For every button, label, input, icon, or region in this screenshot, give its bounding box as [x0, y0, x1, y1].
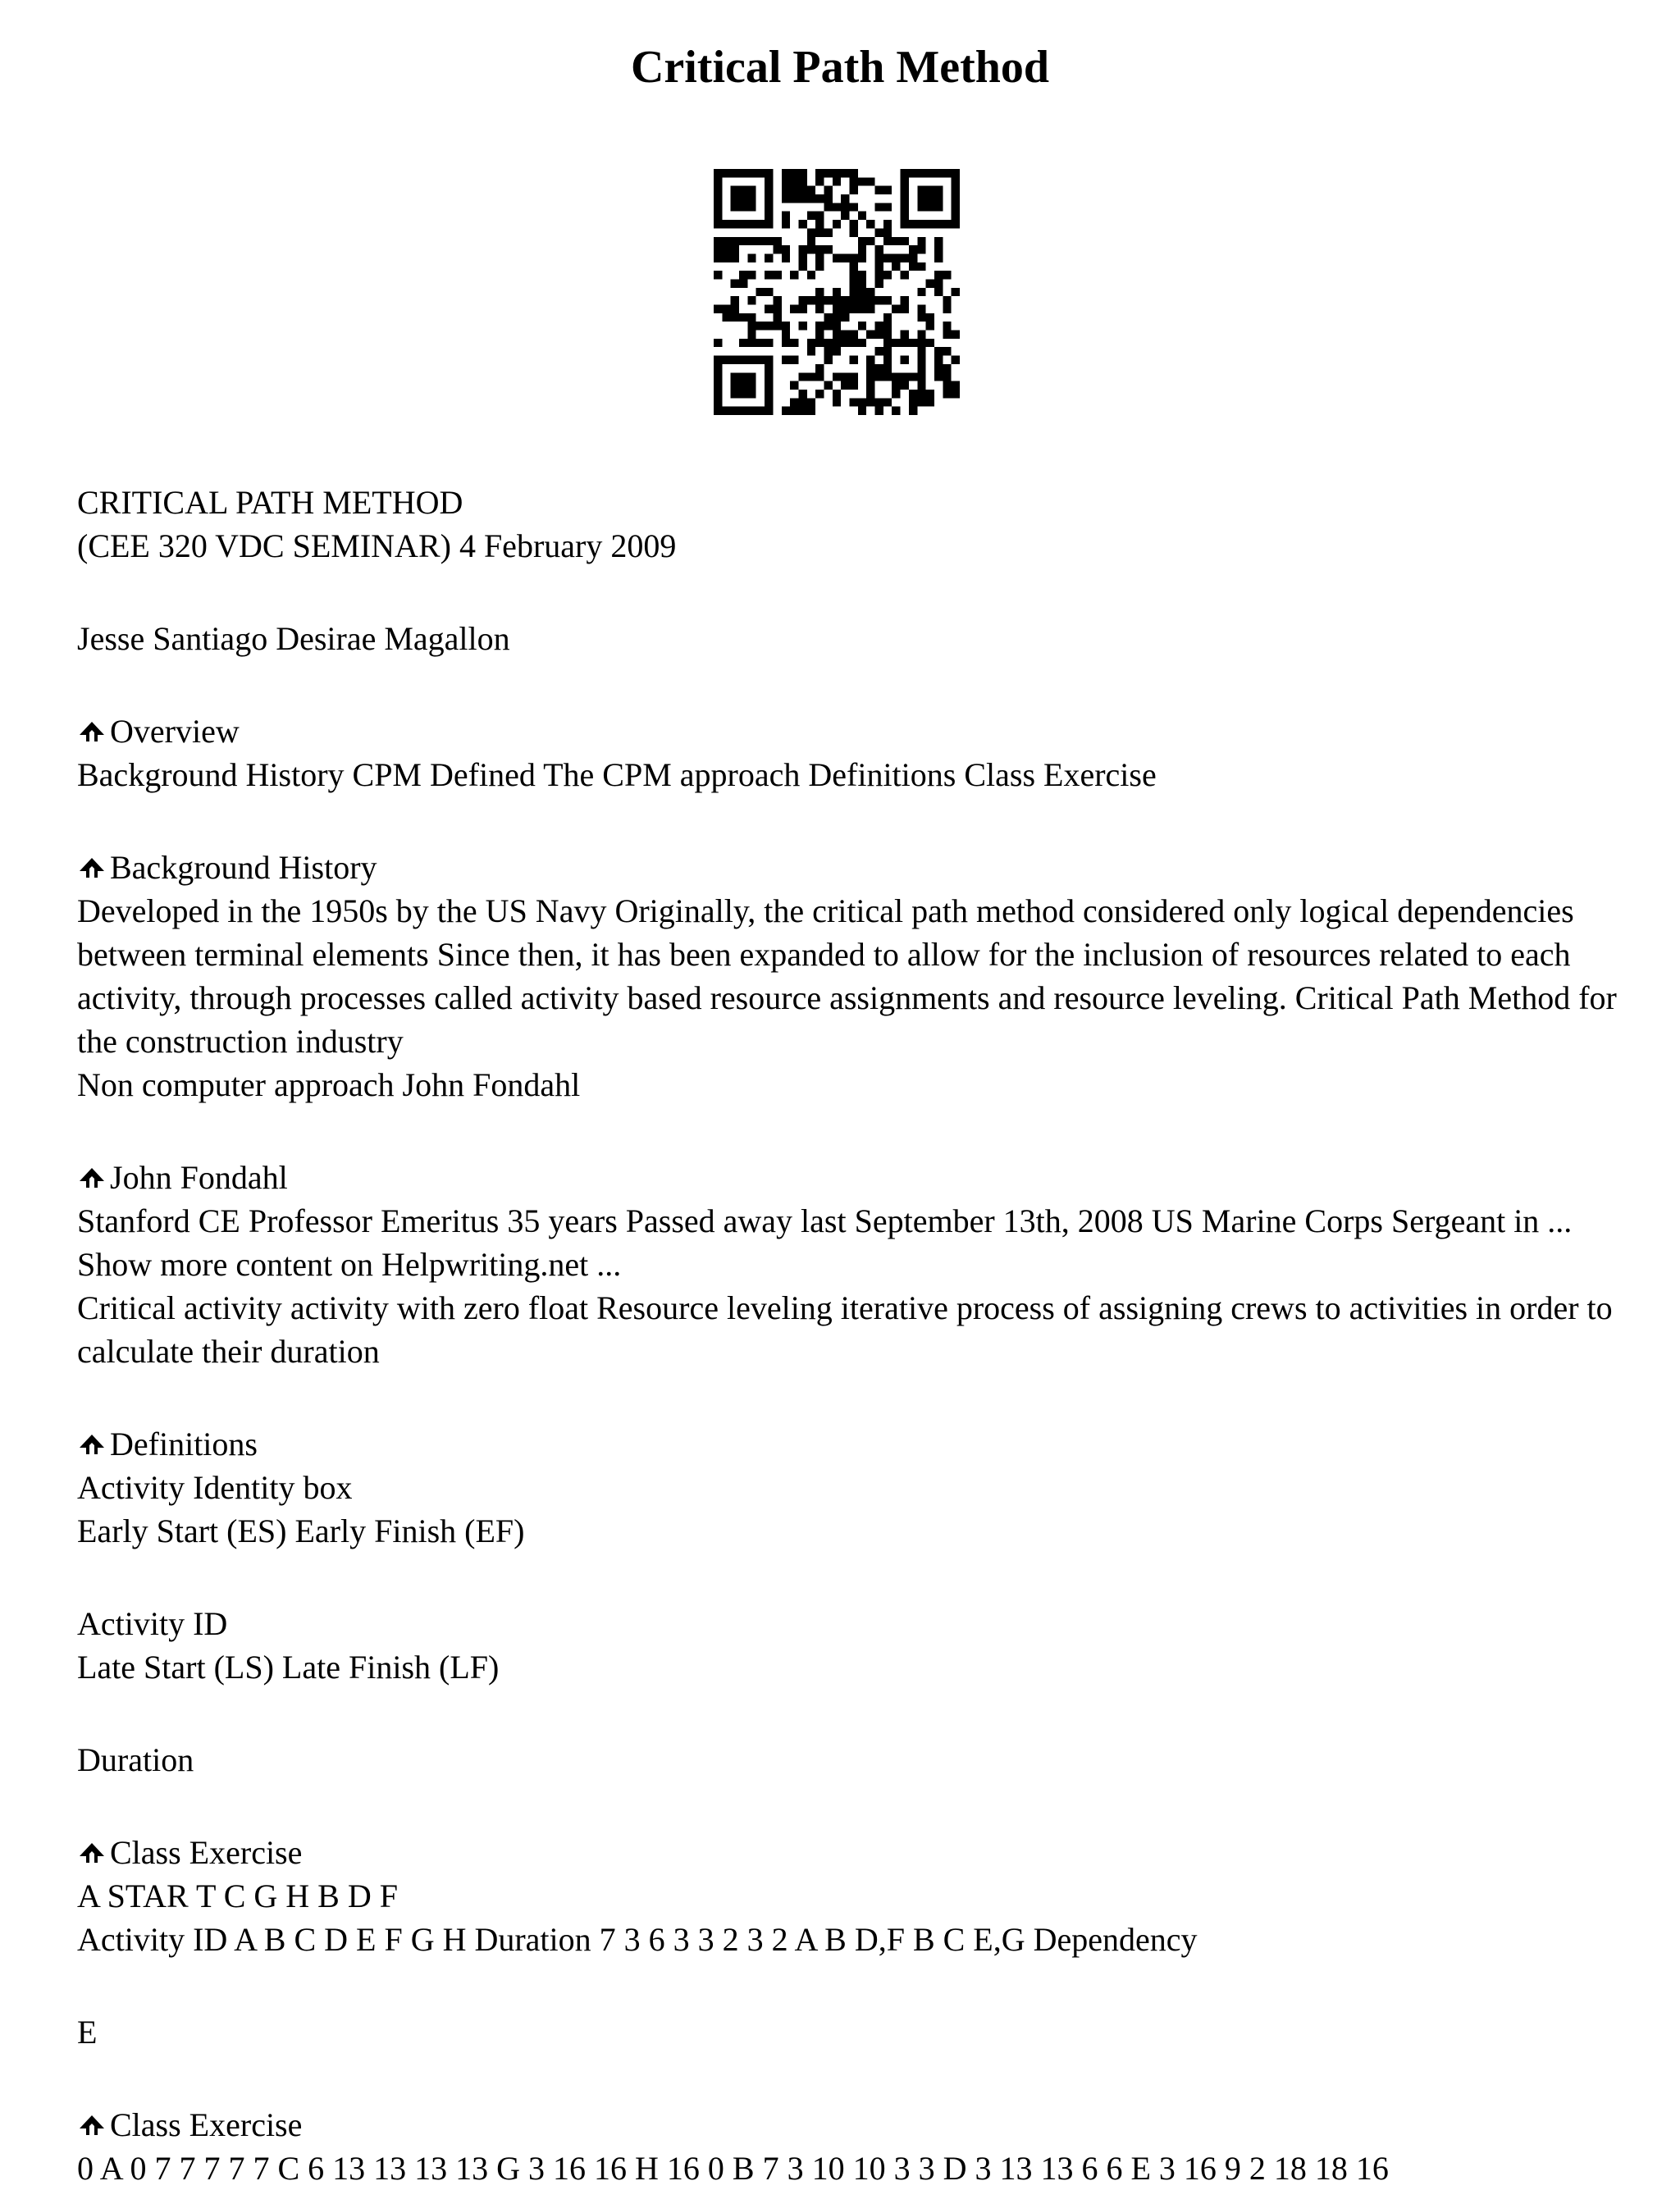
document-body	[77, 481, 1619, 2190]
definitions-line-4: Late Start (LS) Late Finish (LF)	[77, 1649, 500, 1686]
definitions-line-3: Activity ID	[77, 1605, 228, 1642]
exercise-1-line-2: Activity ID A B C D E F G H Duration 7 3 6 3 3 2 3 2 A B D,F B C E,G Dependency	[77, 1921, 1198, 1958]
exercise-1-heading-text: Class Exercise	[110, 1834, 303, 1871]
overview-text: Background History CPM Defined The CPM approach Definitions Class Exercise	[77, 756, 1157, 793]
exercise-1-heading	[77, 1831, 1619, 1874]
definitions-line-1: Activity Identity box	[77, 1469, 353, 1506]
background-heading	[77, 846, 1619, 889]
exercise-2-heading-text: Class Exercise	[110, 2106, 303, 2143]
overview-heading	[77, 709, 1619, 753]
qr-code-icon	[714, 169, 960, 415]
fondahl-text-2: Critical activity activity with zero float Resource leveling iterative process of assigning crews to activities in order to calculate their duration	[77, 1289, 1613, 1370]
up-arrow-icon	[77, 2110, 107, 2140]
overview-heading-text: Overview	[110, 713, 240, 750]
up-arrow-icon	[77, 853, 107, 883]
exercise-1-line-3: E	[77, 2014, 98, 2051]
up-arrow-icon	[77, 717, 107, 746]
fondahl-heading-text: John Fondahl	[110, 1159, 288, 1196]
definitions-line-5: Duration	[77, 1741, 194, 1778]
background-text-2: Non computer approach John Fondahl	[77, 1066, 581, 1103]
definitions-heading	[77, 1422, 1619, 1466]
background-heading-text: Background History	[110, 849, 377, 886]
fondahl-heading	[77, 1156, 1619, 1199]
intro-line-1: CRITICAL PATH METHOD	[77, 484, 463, 521]
intro-line-2: (CEE 320 VDC SEMINAR) 4 February 2009	[77, 527, 677, 564]
definitions-line-2: Early Start (ES) Early Finish (EF)	[77, 1512, 525, 1549]
authors: Jesse Santiago Desirae Magallon	[77, 620, 510, 657]
up-arrow-icon	[77, 1430, 107, 1459]
exercise-2-line-1: 0 A 0 7 7 7 7 7 C 6 13 13 13 13 G 3 16 16 H 16 0 B 7 3 10 10 3 3 D 3 13 13 6 6 E 3 16 9 2 18 18 16	[77, 2150, 1389, 2187]
background-text: Developed in the 1950s by the US Navy Originally, the critical path method considered only logical dependencies between terminal elements Since then, it has been expanded to allow for the inclusion of resources related to each activity, through processes called activity based resource assignments and resource leveling. Critical Path Method for the construction industry	[77, 892, 1617, 1060]
definitions-heading-text: Definitions	[110, 1426, 258, 1462]
exercise-1-line-1: A STAR T C G H B D F	[77, 1877, 398, 1914]
up-arrow-icon	[77, 1838, 107, 1868]
page-title: Critical Path Method	[630, 42, 1050, 93]
up-arrow-icon	[77, 1163, 107, 1193]
exercise-2-heading	[77, 2103, 1619, 2147]
fondahl-text: Stanford CE Professor Emeritus 35 years Passed away last September 13th, 2008 US Marine Corps Sergeant in ... Show more content on Helpwriting.net ...	[77, 1202, 1573, 1283]
